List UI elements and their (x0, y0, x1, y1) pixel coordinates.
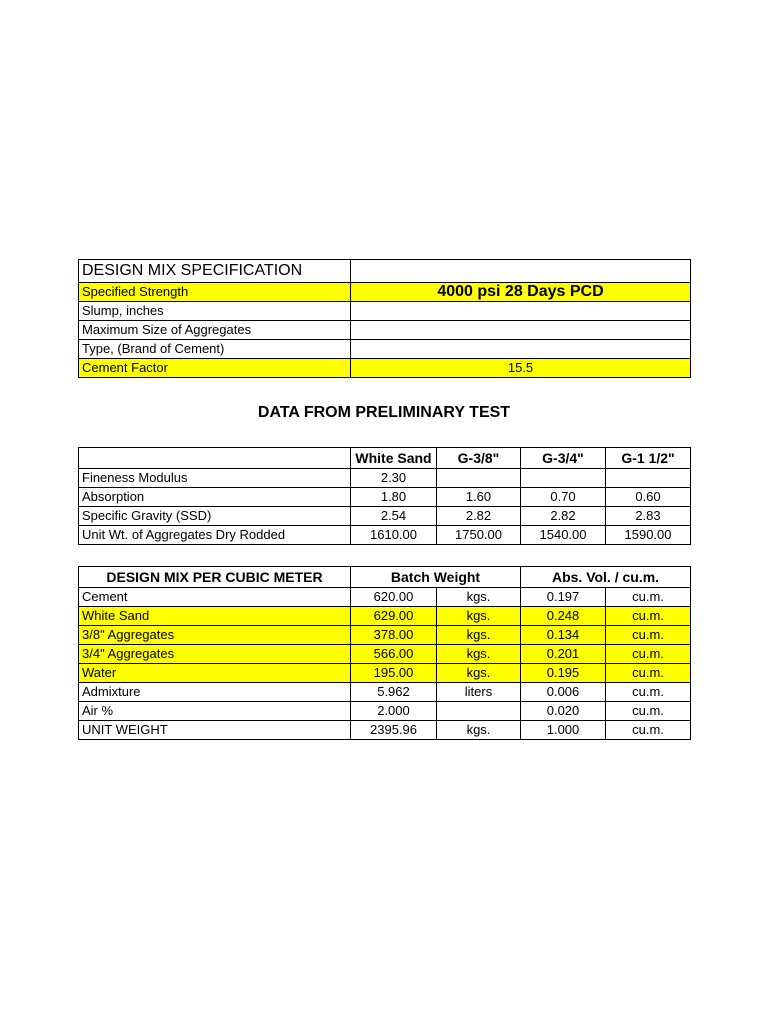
table-cell: cu.m. (606, 664, 691, 683)
table-cell: 0.197 (521, 588, 606, 607)
table-cell (521, 469, 606, 488)
table-cell: 0.70 (521, 488, 606, 507)
table-cell: 195.00 (351, 664, 437, 683)
spec-value (351, 340, 691, 359)
mix-header-cell: Batch Weight (351, 567, 521, 588)
table-cell: 0.201 (521, 645, 606, 664)
row-label: Specific Gravity (SSD) (79, 507, 351, 526)
table-row (79, 607, 691, 626)
table-cell: cu.m. (606, 607, 691, 626)
mix-header-row (79, 567, 691, 588)
table-cell: 2.30 (351, 469, 437, 488)
row-label: Air % (79, 702, 351, 721)
row-label: UNIT WEIGHT (79, 721, 351, 740)
spec-title-row (79, 260, 691, 283)
table-row (79, 721, 691, 740)
spec-label: Specified Strength (79, 283, 351, 302)
table-cell: kgs. (437, 645, 521, 664)
row-label: Cement (79, 588, 351, 607)
table-cell: cu.m. (606, 588, 691, 607)
spec-label: Slump, inches (79, 302, 351, 321)
spec-value (351, 302, 691, 321)
spec-label: Maximum Size of Aggregates (79, 321, 351, 340)
table-row (79, 664, 691, 683)
spec-value (351, 321, 691, 340)
table-cell: cu.m. (606, 645, 691, 664)
prelim-header-cell: G-3/8" (437, 448, 521, 469)
table-cell: 1540.00 (521, 526, 606, 545)
table-cell: 566.00 (351, 645, 437, 664)
row-label: 3/8" Aggregates (79, 626, 351, 645)
preliminary-test-table (78, 447, 691, 545)
table-cell: 1.000 (521, 721, 606, 740)
preliminary-test-heading: DATA FROM PRELIMINARY TEST (257, 404, 511, 421)
mix-header-cell: Abs. Vol. / cu.m. (521, 567, 691, 588)
table-cell: 2.82 (437, 507, 521, 526)
design-mix-specification-table (78, 259, 691, 378)
table-cell: 629.00 (351, 607, 437, 626)
table-cell (437, 469, 521, 488)
spec-row (79, 340, 691, 359)
row-label: Absorption (79, 488, 351, 507)
table-cell: cu.m. (606, 702, 691, 721)
prelim-header-row (79, 448, 691, 469)
prelim-header-cell: White Sand (351, 448, 437, 469)
spec-row (79, 302, 691, 321)
table-cell: cu.m. (606, 683, 691, 702)
table-row (79, 526, 691, 545)
table-cell: 1750.00 (437, 526, 521, 545)
mix-header-cell: DESIGN MIX PER CUBIC METER (79, 567, 351, 588)
table-cell: 2395.96 (351, 721, 437, 740)
table-cell: 0.134 (521, 626, 606, 645)
spec-value: 4000 psi 28 Days PCD (351, 283, 691, 302)
table-cell: 1590.00 (606, 526, 691, 545)
spec-row (79, 283, 691, 302)
table-cell: 0.60 (606, 488, 691, 507)
table-cell: 2.000 (351, 702, 437, 721)
spec-title: DESIGN MIX SPECIFICATION (79, 260, 351, 283)
prelim-header-cell (79, 448, 351, 469)
table-cell: 1610.00 (351, 526, 437, 545)
spec-title-blank (351, 260, 691, 283)
table-cell: liters (437, 683, 521, 702)
row-label: Water (79, 664, 351, 683)
table-cell: 5.962 (351, 683, 437, 702)
table-row (79, 588, 691, 607)
row-label: Fineness Modulus (79, 469, 351, 488)
table-cell: kgs. (437, 721, 521, 740)
spec-row (79, 321, 691, 340)
table-row (79, 702, 691, 721)
row-label: 3/4" Aggregates (79, 645, 351, 664)
spec-value: 15.5 (351, 359, 691, 378)
spec-label: Type, (Brand of Cement) (79, 340, 351, 359)
table-cell: 620.00 (351, 588, 437, 607)
table-cell: 2.54 (351, 507, 437, 526)
spec-label: Cement Factor (79, 359, 351, 378)
table-row (79, 469, 691, 488)
row-label: Unit Wt. of Aggregates Dry Rodded (79, 526, 351, 545)
table-cell: 0.006 (521, 683, 606, 702)
table-cell: 2.83 (606, 507, 691, 526)
table-cell: 1.60 (437, 488, 521, 507)
table-cell: 0.195 (521, 664, 606, 683)
design-mix-per-cubic-meter-table (78, 566, 691, 740)
table-cell: kgs. (437, 607, 521, 626)
table-cell (437, 702, 521, 721)
row-label: White Sand (79, 607, 351, 626)
prelim-header-cell: G-3/4" (521, 448, 606, 469)
table-cell: kgs. (437, 626, 521, 645)
table-cell: cu.m. (606, 721, 691, 740)
table-cell (606, 469, 691, 488)
table-cell: kgs. (437, 588, 521, 607)
table-row (79, 507, 691, 526)
table-cell: 0.248 (521, 607, 606, 626)
table-row (79, 626, 691, 645)
table-cell: 2.82 (521, 507, 606, 526)
table-cell: 0.020 (521, 702, 606, 721)
table-row (79, 488, 691, 507)
table-cell: 378.00 (351, 626, 437, 645)
table-cell: kgs. (437, 664, 521, 683)
table-row (79, 683, 691, 702)
table-cell: 1.80 (351, 488, 437, 507)
prelim-header-cell: G-1 1/2" (606, 448, 691, 469)
row-label: Admixture (79, 683, 351, 702)
spec-row (79, 359, 691, 378)
table-cell: cu.m. (606, 626, 691, 645)
table-row (79, 645, 691, 664)
